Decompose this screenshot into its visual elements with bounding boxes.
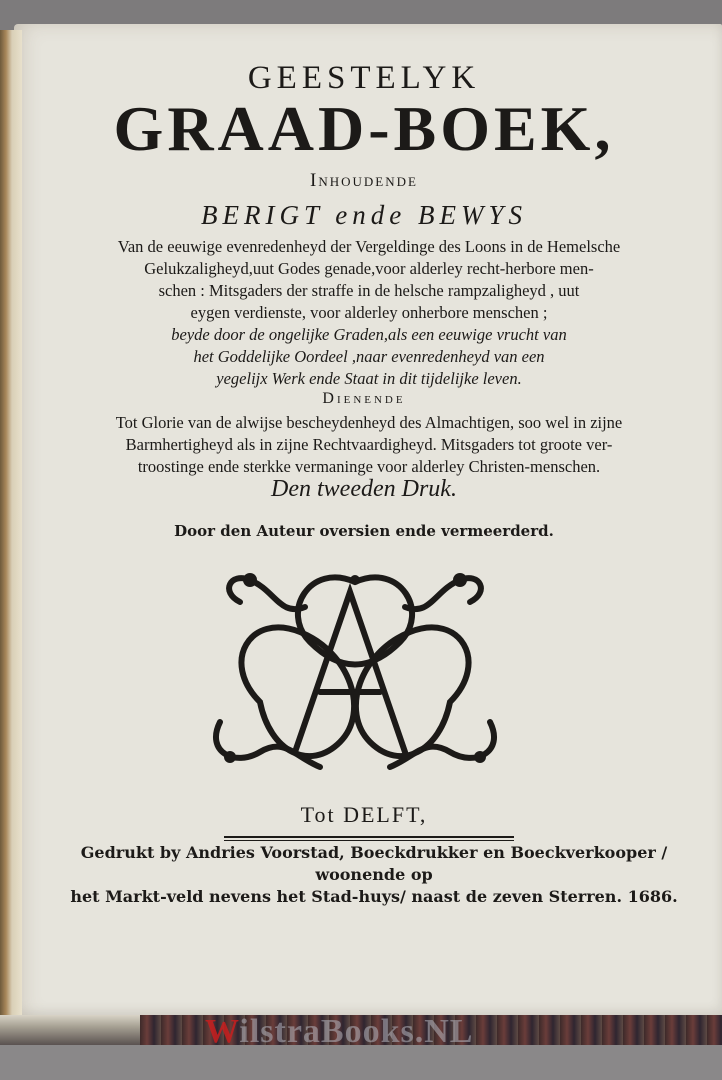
main-title: GRAAD-BOEK, <box>113 93 615 164</box>
serving-line: Tot Glorie van de alwijse bescheydenheyd des Almachtigen, soo wel in zijne <box>115 413 623 432</box>
serving-line: Barmhertigheyd als in zijne Rechtvaardigheyd. Mitsgaders tot groote ver- <box>125 435 613 454</box>
description-line: Gelukzaligheyd,uut Godes genade,voor alderley recht-herbore men- <box>144 259 594 278</box>
serving-heading: Dienende <box>322 390 406 407</box>
place-line: Tot DELFT, <box>300 802 428 827</box>
photo-background-bottom <box>0 1045 722 1080</box>
imprint-line: Gedrukt by Andries Voorstad, Boeckdrukker en Boeckverkooper / woonende op <box>80 843 668 884</box>
printer-imprint <box>64 842 684 908</box>
description-paragraph <box>84 236 654 390</box>
book-spine-edge <box>0 30 22 1030</box>
serving-line: troostinge ende sterkke vermaninge voor alderley Christen-menschen. <box>137 457 601 476</box>
printers-monogram-ornament <box>200 552 510 784</box>
revision-note: Door den Auteur oversien ende vermeerderd. <box>174 522 554 540</box>
watermark <box>205 1015 473 1049</box>
watermark-initial: W <box>205 1013 240 1050</box>
description-line: yegelijx Werk ende Staat in dit tijdelijke leven. <box>216 369 522 388</box>
edition-line: Den tweeden Druk. <box>271 476 457 502</box>
imprint-line: het Markt-veld nevens het Stad-huys/ naast de zeven Sterren. 1686. <box>70 887 678 906</box>
description-line: Van de eeuwige evenredenheyd der Vergeldinge des Loons in de Hemelsche <box>117 237 621 256</box>
subtitle-berigt: BERIGT ende BEWYS <box>201 200 527 230</box>
description-line: beyde door de ongelijke Graden,als een eeuwige vrucht van <box>171 325 567 344</box>
divider-rule <box>224 836 514 838</box>
title-line-inhoudende: Inhoudende <box>310 170 418 191</box>
watermark-text: ilstraBooks.NL <box>239 1013 474 1050</box>
description-line: het Goddelijke Oordeel ,naar evenredenheyd van een <box>193 347 545 366</box>
description-line: schen : Mitsgaders der straffe in de helsche rampzaligheyd , uut <box>158 281 580 300</box>
serving-paragraph <box>74 412 664 478</box>
title-line-1: GEESTELYK <box>247 60 481 96</box>
description-line: eygen verdienste, voor alderley onherbore menschen ; <box>190 303 548 322</box>
